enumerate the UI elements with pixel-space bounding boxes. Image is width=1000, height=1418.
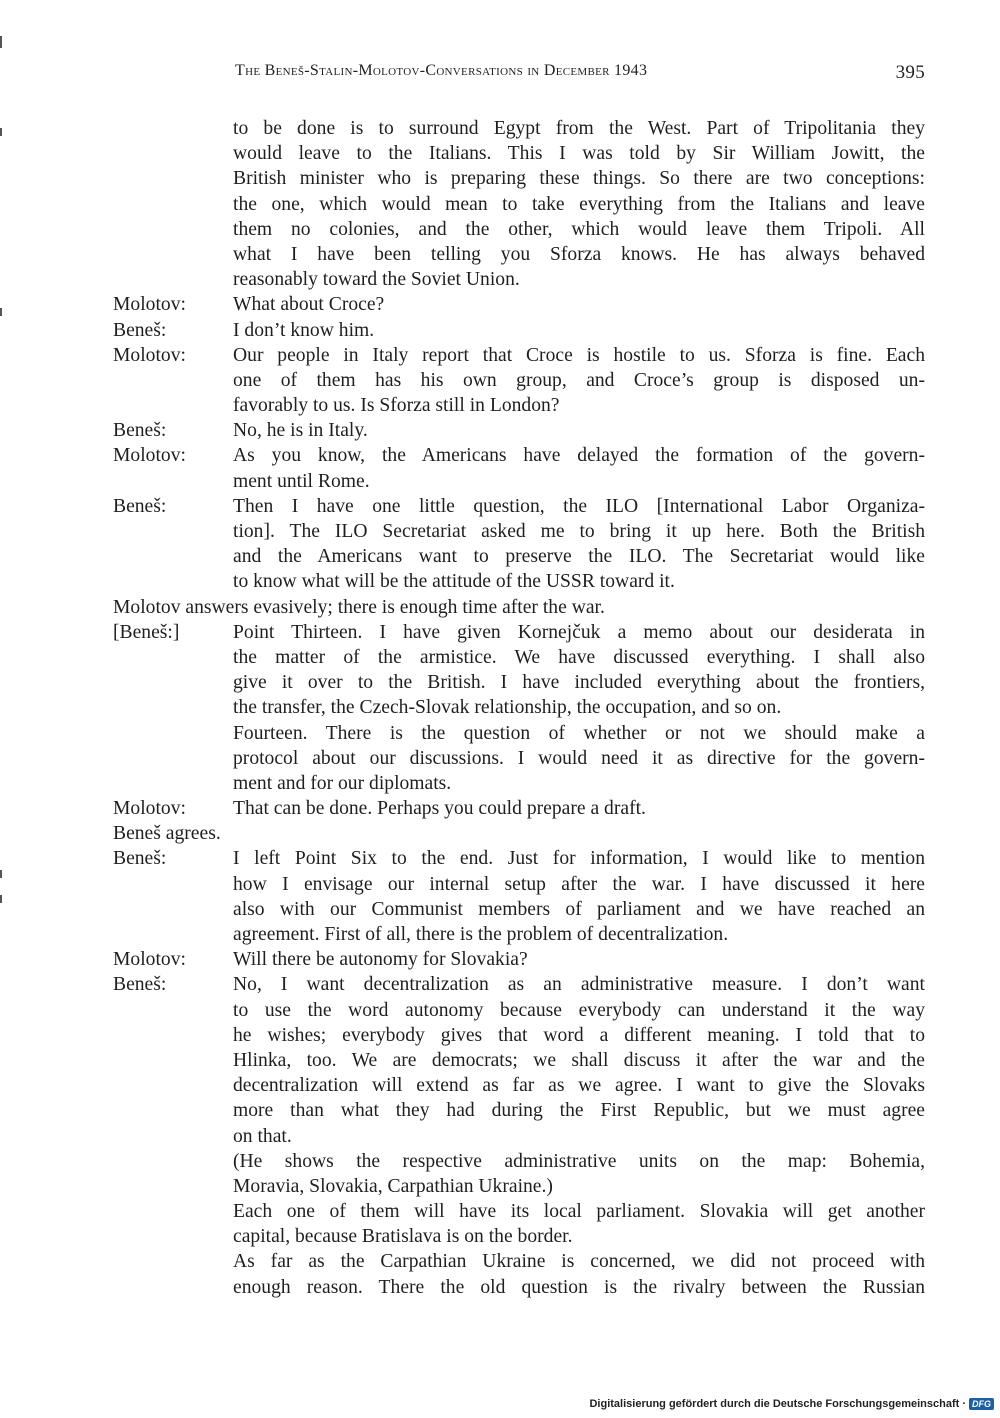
dialogue-text: No, I want decentralization as an administrative measure. I don’t want [233,974,925,996]
dialogue-text: one of them has his own group, and Croce’s group is disposed un- [233,369,925,391]
text-line [113,721,925,746]
running-title: The Beneš-Stalin-Molotov-Conversations in December 1943 [235,62,648,79]
text-line [113,1224,925,1249]
dialogue-text: how I envisage our internal setup after the war. I have discussed it here [233,873,925,895]
dialogue-text: Each one of them will have its local parliament. Slovakia will get another [233,1201,925,1223]
dialogue-text: I left Point Six to the end. Just for information, I would like to mention [233,848,925,870]
dialogue-text: Will there be autonomy for Slovakia? [233,949,528,971]
text-line [113,922,925,947]
text-line [113,872,925,897]
dialogue-text: would leave to the Italians. This I was told by Sir William Jowitt, the [233,143,925,165]
text-line [113,1073,925,1098]
text-line [113,695,925,720]
footer-credit: Digitalisierung gefördert durch die Deutsche Forschungsgemeinschaft · [589,1398,966,1410]
dialogue-text: ment until Rome. [233,470,370,492]
text-line [113,292,925,317]
text-line [113,141,925,166]
text-line [113,217,925,242]
dialogue-text: Then I have one little question, the ILO [International Labor Organiza- [233,495,925,517]
text-line [113,116,925,141]
text-line [113,1023,925,1048]
text-line [113,846,925,871]
text-line [113,771,925,796]
dialogue-text: ment and for our diplomats. [233,772,452,794]
dialogue-text: tion]. The ILO Secretariat asked me to bring it up here. Both the British [233,521,925,542]
text-line [113,670,925,695]
text-line [113,469,925,494]
dialogue-text: protocol about our discussions. I would need it as directive for the govern- [233,747,925,769]
text-line [113,645,925,670]
text-line [113,192,925,217]
speaker-label: Beneš: [113,495,167,517]
dialogue-text: Moravia, Slovakia, Carpathian Ukraine.) [233,1175,553,1197]
dialogue-text: (He shows the respective administrative units on the map: Bohemia, [233,1150,925,1172]
dialogue-text: on that. [233,1125,292,1147]
text-line [113,998,925,1023]
text-line [113,242,925,267]
dialogue-text: to know what will be the attitude of the USSR toward it. [233,571,675,593]
text-line [113,620,925,645]
text-line [113,595,925,620]
speaker-label: Beneš: [113,319,167,341]
text-line [113,746,925,771]
page-number: 395 [895,62,925,83]
dialogue-text: decentralization will extend as far as we agree. I want to give the Slovaks [233,1075,925,1097]
text-line [113,1098,925,1123]
footer [589,1396,994,1412]
text-line [113,267,925,292]
text-line [113,418,925,443]
dialogue-text: to use the word autonomy because everybody can understand it the way [233,999,925,1021]
text-line [113,368,925,393]
margin-scan-mark [0,36,2,48]
dialogue-text: What about Croce? [233,294,385,316]
text-line [113,318,925,343]
dialogue-text: reasonably toward the Soviet Union. [233,269,520,291]
text-line [113,1124,925,1149]
dialogue-text: No, he is in Italy. [233,420,368,442]
margin-scan-mark [0,895,2,903]
dialogue-text: them no colonies, and the other, which would leave them Tripoli. All [233,218,925,240]
dialogue-text: give it over to the British. I have included everything about the frontiers, [233,672,925,694]
dialogue-text: Hlinka, too. We are democrats; we shall discuss it after the war and the [233,1049,925,1071]
narration-text: Molotov answers evasively; there is enough time after the war. [113,596,605,618]
speaker-label: Molotov: [113,344,186,366]
dialogue-text: also with our Communist members of parliament and we have reached an [233,898,925,920]
dialogue-text: Point Thirteen. I have given Kornejčuk a memo about our desiderata in [233,621,925,643]
dialogue-text: the transfer, the Czech-Slovak relationship, the occupation, and so on. [233,697,782,719]
speaker-label: Beneš: [113,420,167,442]
text-line [113,972,925,997]
dialogue-text: capital, because Bratislava is on the border. [233,1226,573,1248]
margin-scan-mark [0,128,2,136]
text-line [113,821,925,846]
speaker-label: [Beneš:] [113,621,180,643]
dialogue-text: the one, which would mean to take everything from the Italians and leave [233,193,925,215]
text-line [113,1149,925,1174]
dialogue-text: That can be done. Perhaps you could prepare a draft. [233,798,646,820]
text-line [113,1249,925,1274]
speaker-label: Molotov: [113,445,186,467]
speaker-label: Molotov: [113,294,186,316]
text-line [113,947,925,972]
dialogue-text: British minister who is preparing these things. So there are two conceptions: [233,168,925,190]
text-line [113,519,925,544]
dialogue-text: the matter of the armistice. We have discussed everything. I shall also [233,646,925,668]
text-line [113,569,925,594]
dfg-logo: DFG [969,1398,994,1410]
text-line [113,443,925,468]
dialogue-text: to be done is to surround Egypt from the West. Part of Tripolitania they [233,118,925,139]
transcript-body [113,116,925,1300]
text-line [113,897,925,922]
margin-scan-mark [0,308,2,316]
dialogue-text: enough reason. There the old question is the rivalry between the Russian [233,1276,925,1298]
text-line [113,494,925,519]
speaker-label: Beneš: [113,974,167,996]
dialogue-text: more than what they had during the First Republic, but we must agree [233,1100,925,1122]
dialogue-text: he wishes; everybody gives that word a different meaning. I told that to [233,1024,925,1046]
text-line [113,796,925,821]
text-line [113,1275,925,1300]
dialogue-text: agreement. First of all, there is the problem of decentralization. [233,924,729,945]
narration-text: Beneš agrees. [113,823,221,845]
text-line [113,1174,925,1199]
text-line [113,166,925,191]
speaker-label: Beneš: [113,848,167,870]
speaker-label: Molotov: [113,949,186,971]
dialogue-text: As far as the Carpathian Ukraine is concerned, we did not proceed with [233,1251,925,1273]
dialogue-text: Our people in Italy report that Croce is hostile to us. Sforza is fine. Each [233,344,925,366]
text-line [113,544,925,569]
dialogue-text: and the Americans want to preserve the ILO. The Secretariat would like [233,546,925,568]
text-line [113,343,925,368]
dialogue-text: I don’t know him. [233,319,375,341]
margin-scan-mark [0,870,2,878]
text-line [113,1199,925,1224]
text-line [113,393,925,418]
text-line [113,1048,925,1073]
dialogue-text: Fourteen. There is the question of whether or not we should make a [233,722,925,744]
running-header [235,62,925,86]
dialogue-text: what I have been telling you Sforza knows. He has always behaved [233,243,925,265]
speaker-label: Molotov: [113,798,186,820]
dialogue-text: favorably to us. Is Sforza still in London? [233,395,560,417]
dialogue-text: As you know, the Americans have delayed the formation of the govern- [233,445,925,467]
